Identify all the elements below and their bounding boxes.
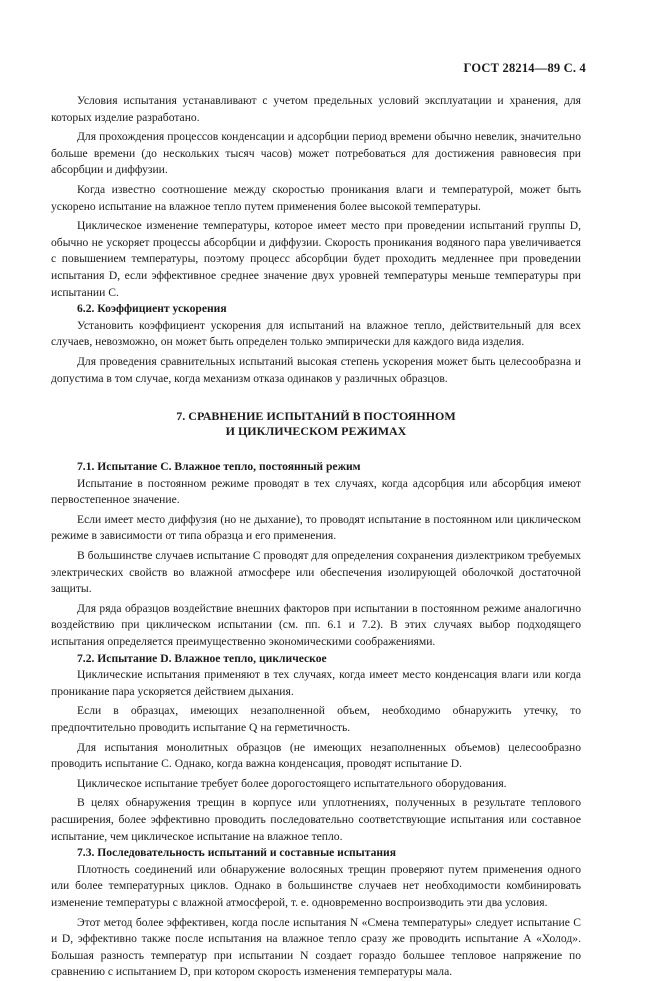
paragraph: Циклическое испытание требует более дорогостоящего испытательного оборудования.	[77, 776, 507, 790]
paragraph: Для испытания монолитных образцов (не имеющих незаполненных объемов) целесообразно проводить испытание С. Однако, когда важна конденсация, проводят испытание D.	[51, 740, 581, 771]
paragraph: Для ряда образцов воздействие внешних факторов при испытании в постоянном режиме аналогично воздействию при циклическом испытании (см. пп. 6.1 и 7.2). В этих случаях выбор подходящего испытания определяется преимущественно экономическими соображениями.	[51, 601, 581, 649]
subsection-heading-7-1: 7.1. Испытание С. Влажное тепло, постоянный режим	[77, 460, 361, 474]
paragraph: Если имеет место диффузия (но не дыхание), то проводят испытание в постоянном или циклическом режиме в зависимости от типа образца и его применения.	[51, 512, 581, 543]
paragraph: Циклические испытания применяют в тех случаях, когда имеет место конденсация влаги или когда проникание пара ускоряется действием дыхания.	[51, 668, 581, 698]
paragraph: Циклическое изменение температуры, которое имеет место при проведении испытаний группы D, обычно не ускоряет процессы абсорбции и диффузии. Скорость проникания водяного пара увеличивается с повышением температуры, поэтому процесс абсорбции будет проходить медленнее при проведении испытания D, если эффективное среднее значение двух уровней температуры меньше температуры при испытании С.	[51, 219, 581, 299]
page-body	[51, 93, 581, 981]
section-heading-line: 7. СРАВНЕНИЕ ИСПЫТАНИЙ В ПОСТОЯННОМ	[176, 409, 456, 424]
paragraph: Для проведения сравнительных испытаний высокая степень ускорения может быть целесообразна и допустима в том случае, когда механизм отказа одинаков у различных образцов.	[51, 354, 581, 385]
subsection-heading-6-2: 6.2. Коэффициент ускорения	[77, 302, 227, 316]
paragraph: В целях обнаружения трещин в корпусе или уплотнениях, полученных в результате теплового расширения, более эффективно проводить последовательно соответствующие испытания или составное испытание, чем циклическое испытание на влажное тепло.	[51, 796, 581, 843]
paragraph: Для прохождения процессов конденсации и адсорбции период времени обычно невелик, значительно больше времени (до нескольких тысяч часов) может потребоваться для достижения равновесия при абсорбции и диффузии.	[51, 130, 581, 177]
paragraph: Испытание в постоянном режиме проводят в тех случаях, когда адсорбция или абсорбция имеют первостепенное значение.	[51, 476, 581, 507]
paragraph: Плотность соединений или обнаружение волосяных трещин проверяют путем применения одного или более температурных циклов. Однако в большинстве случаев нет необходимости комбинировать изменение температуры с влажной атмосферой, т. е. одновременно воспроизводить эти два условия.	[51, 862, 581, 909]
paragraph: Этот метод более эффективен, когда после испытания N «Смена температуры» следует испытание С и D, эффективно также после испытания на влажное тепло сразу же проводить испытание А «Холод». Большая разность температур при испытании N создает гораздо большее тепловое напряжение по сравнению с испытанием D, при котором скорость изменения температуры мала.	[51, 915, 581, 979]
subsection-heading-7-3: 7.3. Последовательность испытаний и составные испытания	[77, 846, 396, 860]
paragraph: Когда известно соотношение между скоростью проникания влаги и температурой, может быть ускорено испытание на влажное тепло путем применения более высокой температуры.	[51, 182, 581, 213]
paragraph: Если в образцах, имеющих незаполненной объем, необходимо обнаружить утечку, то предпочтительно проводить испытание Q на герметичность.	[51, 704, 581, 734]
section-heading-line: И ЦИКЛИЧЕСКОМ РЕЖИМАХ	[225, 424, 407, 439]
paragraph: Условия испытания устанавливают с учетом предельных условий эксплуатации и хранения, для которых изделие разработано.	[51, 94, 581, 124]
paragraph: Установить коэффициент ускорения для испытаний на влажное тепло, действительный для всех случаев, невозможно, он может быть определен только эмпирически для каждого вида изделия.	[51, 318, 581, 349]
paragraph: В большинстве случаев испытание С проводят для определения сохранения диэлектриком требуемых электрических свойств во влажной атмосфере или обеспечения изолирующей оболочкой достаточной защиты.	[51, 549, 581, 596]
page-header: ГОСТ 28214—89 С. 4	[463, 61, 586, 75]
subsection-heading-7-2: 7.2. Испытание D. Влажное тепло, циклическое	[77, 651, 327, 665]
section-heading-7	[51, 409, 581, 439]
